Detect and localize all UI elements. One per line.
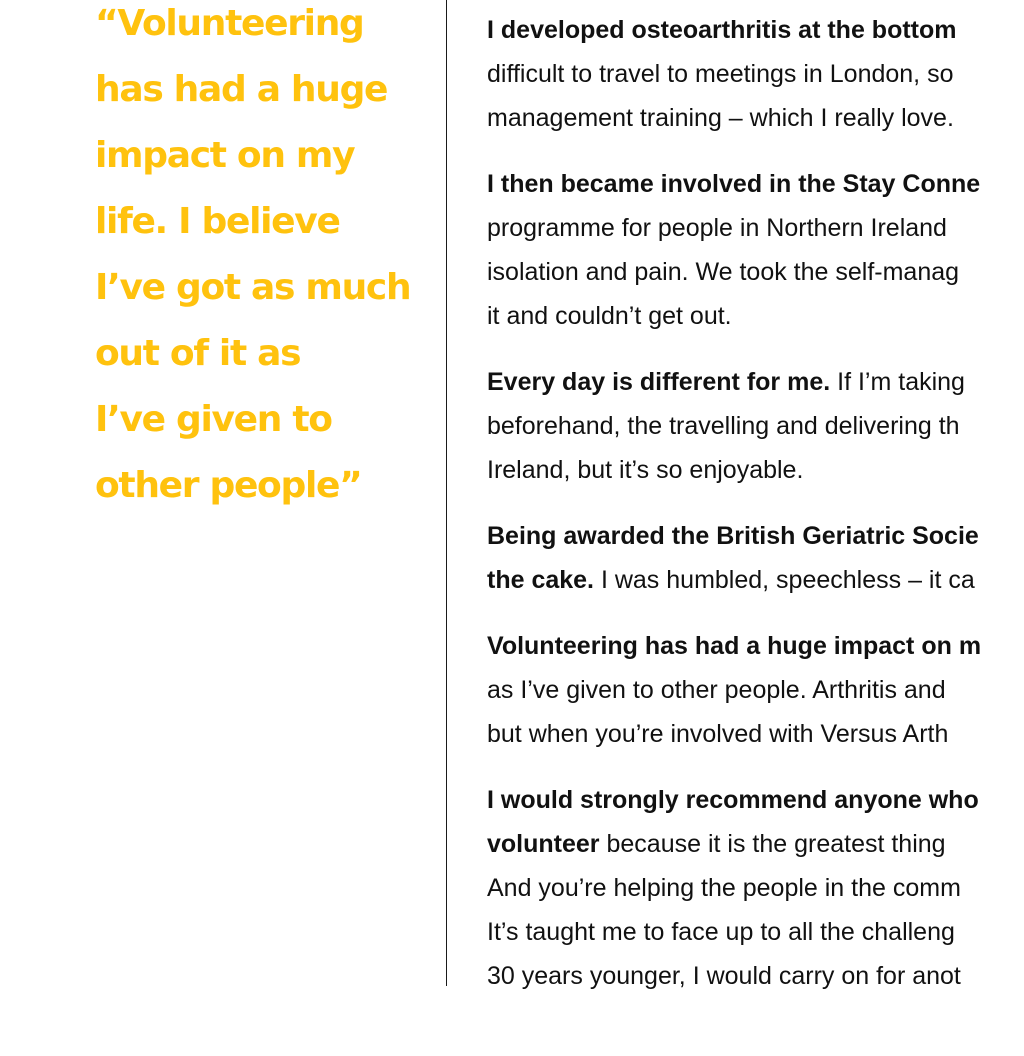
pull-quote-line: “Volunteering (95, 3, 364, 44)
body-text: because it is the greatest thing (599, 830, 946, 858)
text-line (487, 294, 1024, 338)
text-line (487, 866, 1024, 910)
text-line (487, 668, 1024, 712)
paragraph-osteoarthritis (487, 8, 1024, 140)
paragraph-stay-connected (487, 162, 1024, 338)
text-line (487, 162, 1024, 206)
lead-text: Volunteering has had a huge impact on m (487, 632, 982, 660)
text-line (487, 514, 1024, 558)
body-text: management training – which I really love. (487, 104, 954, 132)
text-line (487, 8, 1024, 52)
text-line (487, 712, 1024, 756)
text-line (487, 822, 1024, 866)
pull-quote-line: out of it as (95, 333, 301, 374)
body-text: as I’ve given to other people. Arthritis and (487, 676, 946, 704)
body-text: Ireland, but it’s so enjoyable. (487, 456, 804, 484)
text-line (487, 96, 1024, 140)
body-text: If I’m taking (830, 368, 965, 396)
paragraph-every-day (487, 360, 1024, 492)
text-line (487, 360, 1024, 404)
text-line (487, 404, 1024, 448)
text-line (487, 624, 1024, 668)
lead-text: I developed osteoarthritis at the bottom (487, 16, 957, 44)
text-line (487, 250, 1024, 294)
pull-quote-line: other people” (95, 465, 362, 506)
paragraph-recommend (487, 778, 1024, 998)
body-text: it and couldn’t get out. (487, 302, 732, 330)
body-text: 30 years younger, I would carry on for anot (487, 962, 961, 990)
text-line (487, 206, 1024, 250)
text-line (487, 52, 1024, 96)
pull-quote-line: I’ve got as much (95, 267, 411, 308)
lead-text: I then became involved in the Stay Conne (487, 170, 981, 198)
body-text: It’s taught me to face up to all the challeng (487, 918, 955, 946)
column-divider (446, 0, 447, 986)
text-line (487, 954, 1024, 998)
paragraph-impact (487, 624, 1024, 756)
text-line (487, 778, 1024, 822)
pull-quote-line: impact on my (95, 135, 355, 176)
lead-text: Being awarded the British Geriatric Socie (487, 522, 979, 550)
pull-quote-line: life. I believe (95, 201, 340, 242)
body-text: beforehand, the travelling and delivering th (487, 412, 960, 440)
text-line (487, 910, 1024, 954)
body-text: isolation and pain. We took the self-manag (487, 258, 960, 286)
body-text: difficult to travel to meetings in London, so (487, 60, 954, 88)
lead-text: the cake. (487, 566, 595, 594)
lead-text: Every day is different for me. (487, 368, 831, 396)
lead-text: I would strongly recommend anyone who (487, 786, 979, 814)
story-body (487, 8, 1024, 1020)
pull-quote-line: I’ve given to (95, 399, 332, 440)
body-text: I was humbled, speechless – it ca (594, 566, 975, 594)
paragraph-award (487, 514, 1024, 602)
body-text: but when you’re involved with Versus Arth (487, 720, 949, 748)
text-line (487, 448, 1024, 492)
body-text: And you’re helping the people in the comm (487, 874, 961, 902)
lead-text: volunteer (487, 830, 600, 858)
pull-quote-line: has had a huge (95, 69, 388, 110)
body-text: programme for people in Northern Ireland (487, 214, 947, 242)
pull-quote (95, 0, 425, 519)
text-line (487, 558, 1024, 602)
